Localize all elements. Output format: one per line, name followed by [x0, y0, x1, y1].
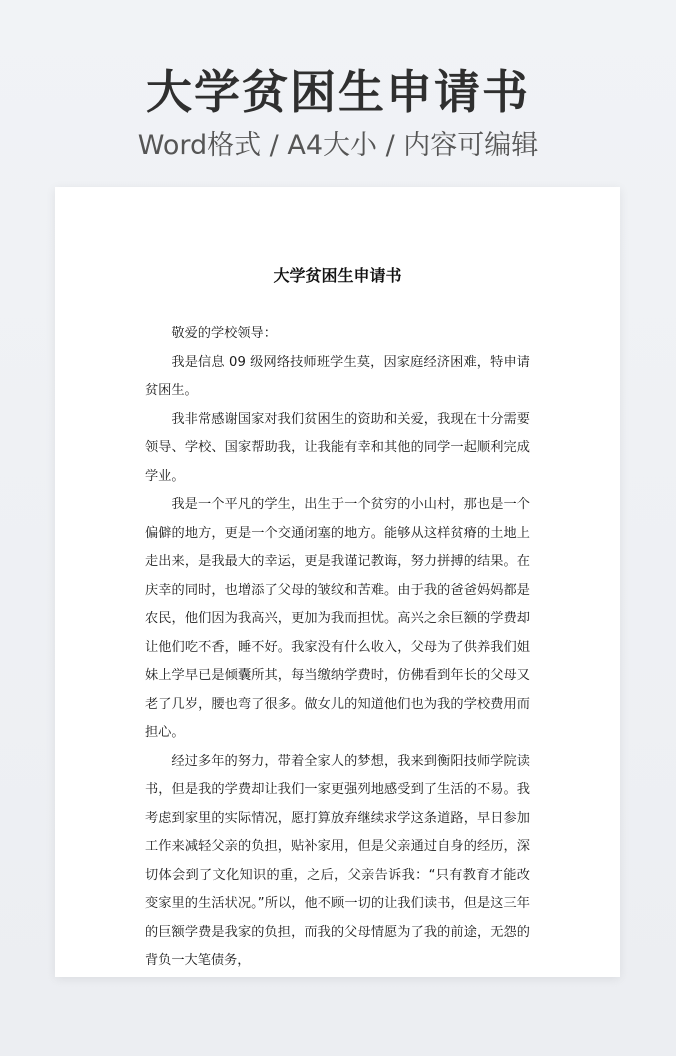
paragraph: 我是信息 09 级网络技师班学生莫，因家庭经济困难，特申请贫困生。: [145, 354, 530, 398]
paragraph: 我是一个平凡的学生，出生于一个贫穷的小山村，那也是一个偏僻的地方，更是一个交通闭塞的地方。能够从这样贫瘠的土地上走出来，是我最大的幸运，更是我谨记教诲，努力拼搏的结果。在庆幸的同时，也增添了父母的皱纹和苦难。由于我的爸爸妈妈都是农民，他们因为我高兴，更加为我而担忧。高兴之余巨额的学费却让他们吃不香，睡不好。我家没有什么收入，父母为了供养我们姐妹上学早已是倾囊所其，每当缴纳学费时，仿佛看到年长的父母又老了几岁，腰也弯了很多。做女儿的知道他们也为我的学校费用而担心。: [145, 497, 530, 740]
paragraph: 我非常感谢国家对我们贫困生的资助和关爱，我现在十分需要领导、学校、国家帮助我，让我能有幸和其他的同学一起顺利完成学业。: [145, 411, 530, 484]
document-title: 大学贫困生申请书: [273, 266, 402, 285]
banner-title: 大学贫困生申请书: [146, 65, 530, 119]
paragraph: 经过多年的努力，带着全家人的梦想，我来到衡阳技师学院读书，但是我的学费却让我们一家更强列地感受到了生活的不易。我考虑到家里的实际情况，愿打算放弃继续求学这条道路，早日参加工作来减轻父亲的负担，贴补家用，但是父亲通过自身的经历，深切体会到了文化知识的重，之后，父亲告诉我：“只有教育才能改变家里的生活状况。”所以，他不顾一切的让我们读书，但是这三年的巨额学费是我家的负担，而我的父母情愿为了我的前途，无怨的背负一大笔债务，: [145, 753, 530, 968]
document-body: [145, 320, 530, 976]
document-page: [55, 187, 620, 977]
banner-subtitle: Word格式 / A4大小 / 内容可编辑: [137, 130, 539, 161]
header-banner: [0, 62, 676, 166]
salutation: 敬爱的学校领导：: [171, 326, 277, 341]
